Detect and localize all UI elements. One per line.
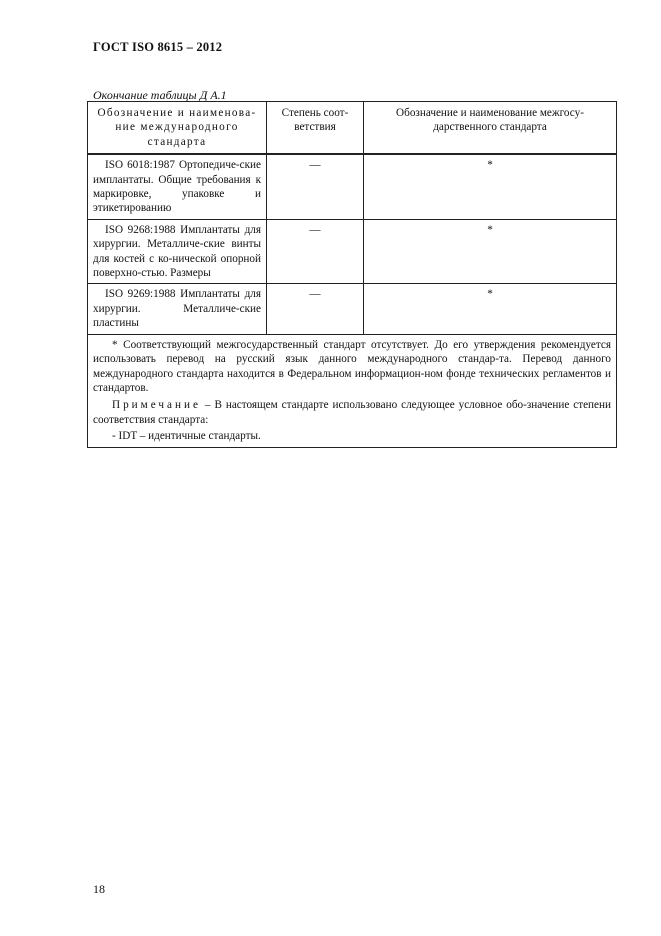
note-text: – В настоящем стандарте использовано следующее условное обо-значение степени соответствия стандарта:: [93, 399, 611, 426]
table-caption: Окончание таблицы Д А.1: [93, 88, 227, 102]
table-footnote: [88, 334, 617, 447]
document-header: ГОСТ ISO 8615 – 2012: [93, 40, 223, 54]
cell-interstate: *: [364, 154, 617, 219]
page-number: 18: [93, 882, 105, 896]
table-row: [88, 219, 617, 284]
note-label: Примечание: [112, 399, 201, 412]
standards-table: [87, 101, 617, 448]
standard-text: ISO 9268:1988 Имплантаты для хирургии. Металличе-ские винты для костей с ко-нической опорной поверхно-стью. Размеры: [93, 223, 261, 280]
cell-standard: [88, 219, 267, 284]
cell-interstate: *: [364, 219, 617, 284]
header-interstate-standard: Обозначение и наименование межгосу-дарственного стандарта: [364, 102, 617, 155]
header-degree-of-conformity: Степень соот-ветствия: [267, 102, 364, 155]
table-row: [88, 284, 617, 334]
cell-standard: [88, 284, 267, 334]
cell-degree: —: [267, 284, 364, 334]
cell-standard: [88, 154, 267, 219]
footnote-text: * Соответствующий межгосударственный стандарт отсутствует. До его утверждения рекомендуется использовать перевод на русский язык данного международного стандар-та. Перевод данного международного стандарта находится в Федеральном информацион-ном фонде технических регламентов и стандартов.: [93, 338, 611, 394]
note-paragraph: [93, 398, 611, 427]
cell-degree: —: [267, 154, 364, 219]
table-row: [88, 154, 617, 219]
table-header-row: [88, 102, 617, 155]
table-footnote-row: [88, 334, 617, 447]
cell-interstate: *: [364, 284, 617, 334]
header-international-standard: Обозначение и наименова-ние международного стандарта: [88, 102, 267, 155]
cell-degree: —: [267, 219, 364, 284]
standard-text: ISO 6018:1987 Ортопедиче-ские имплантаты. Общие требования к маркировке, упаковке и этикетированию: [93, 159, 261, 215]
standard-text: ISO 9269:1988 Имплантаты для хирургии. Металличе-ские пластины: [93, 288, 261, 330]
note-item: - IDT – идентичные стандарты.: [112, 430, 261, 443]
